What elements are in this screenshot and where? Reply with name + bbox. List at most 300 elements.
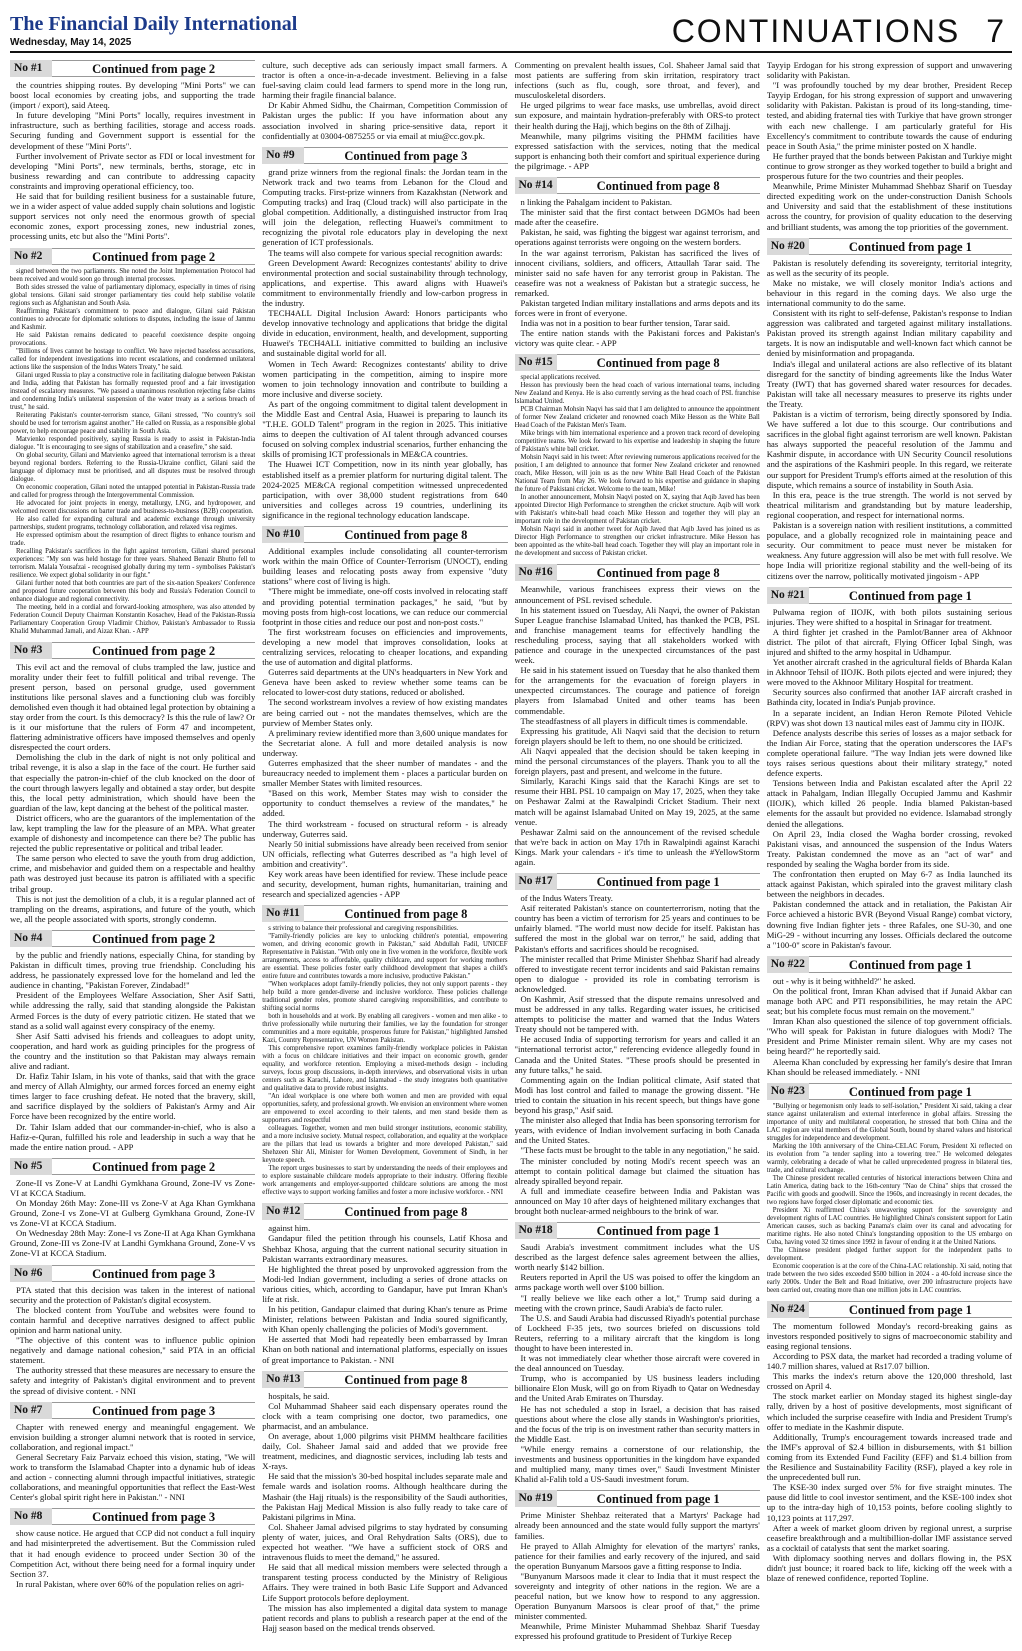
article-paragraph: "Bunyanum Marsoos made it clear to India that it must respect the sovereignty and integrity of other nations in the region. We are a peaceful nation, but we know how to respond to any aggression. Operation Bunyanum Marsoos is clear proof of that," the prime minister commented. bbox=[514, 1570, 760, 1622]
article-continued-label: Continued from page 2 bbox=[52, 248, 255, 265]
article-paragraph: District officers, who are the guarantors of the implementation of the law, kept trampling the law for the pleasure of an MPA. What greater example of dishonesty and incompetence can there be? The public has rejected the public representative or political and tribal leader. bbox=[10, 812, 256, 854]
article-paragraph: Imran Khan also questioned the silence of top government officials. "Who will speak for Pakistan in future dialogues with Modi? The President and Prime Minister remain silent. Why are my cases not being heard?" he reportedly said. bbox=[766, 1016, 1012, 1057]
article-paragraph: Consistent with its right to self-defense, Pakistan's response to Indian aggression was calibrated and targeted against military installations. Pakistan proved its strength against Indian military capability and targets. It is now an indisputable and well-known fact which cannot be denied by misinformation and propaganda. bbox=[766, 308, 1012, 359]
article-continued-label: Continued from page 2 bbox=[52, 60, 255, 77]
article-paragraph: "When workplaces adopt family-friendly policies, they not only support parents - they help build a more gender-diverse and inclusive workforce. These policies challenge traditional gender roles, promote shared caregiving responsibilities, and contribute to shifting social norms bbox=[262, 981, 508, 1013]
article-paragraph: The report urges businesses to start by understanding the needs of their employees and to explore sustainable childcare models appropriate to their industry. Offering flexible work arrangements and employer-supported childcare solutions are among the most effective ways to support working families and foster a more inclusive workforce. - NNI bbox=[262, 1165, 508, 1197]
article-paragraph: He said that for building resilient business for a sustainable future, we in a wider aspect of value added supply chain solutions and logistic support services not only need the enormous growth of special economic zones, export processing zones, new industrial zones, processing units, etc but also the "Mini Ports". bbox=[10, 191, 256, 242]
article bbox=[10, 642, 255, 924]
article-paragraph: President Xi reaffirmed China's unwavering support for the sovereignty and development rights of LAC countries. He highlighted China's consistent support for Latin American causes, such as backing Panama's claim over its canal and advocating for maritime rights. He also noted China's longstanding opposition to the US embargo on Cuba, having voted 32 times since 1992 in favour of ending it at the United Nations. bbox=[766, 1206, 1012, 1246]
article bbox=[515, 1490, 760, 1641]
article-paragraph: "An ideal workplace is one where both women and men are provided with equal opportunities, safety, and professional growth. We envision an environment where women are empowered to excel according to their talents, and men stand beside them as supporters and respectful bbox=[262, 1093, 508, 1125]
article-body bbox=[10, 268, 255, 636]
article-paragraph: Pakistan is a victim of terrorism, being directly sponsored by India. We have suffered a lot due to this scourge. Our contributions and sacrifices in the global fight against terrorism are well known. Pakistan has always supported the peaceful resolution of the Jammu and Kashmir dispute, in accordance with UN Security Council resolutions and the aspirations of the Kashmiri people. In this regard, we reiterate our support for President Trump's efforts aimed at the resolution of this dispute, which remains a source of instability in South Asia. bbox=[766, 409, 1012, 490]
masthead-left bbox=[10, 13, 297, 48]
article-body bbox=[262, 60, 507, 141]
article-header bbox=[767, 1083, 1012, 1100]
article-paragraph: President of the Employees Welfare Association, Sher Asif Satti, while addressing the rally, said that standing alongside the Pakistan Armed Forces is the duty of every patriotic citizen. He stated that we stand as a solid wall against every conspiracy of the enemy. bbox=[10, 990, 256, 1031]
article-paragraph: He said that the mission's 30-bed hospital includes separate male and female wards and isolation rooms. Although healthcare during the Mashair (the Hajj rituals) is the responsibility of the Saudi authorities, the Pakistan Hajj Medical Mission is also fully ready to take care of Pakistani pilgrims in Mina. bbox=[262, 1471, 508, 1522]
article-paragraph: The KSE-30 index surged over 5% for five straight minutes. The pause did little to cool investor sentiment, and the KSE-100 index shot up to the intra-day high of 10,153 points, before cooling slightly to 10,123 points at 117,297. bbox=[766, 1482, 1012, 1523]
article-paragraph: On the political front, Imran Khan advised that if Junaid Akbar can manage both APC and PTI responsibilities, he may retain the APC seat; but his complete focus must remain on the movement." bbox=[766, 985, 1012, 1017]
article-paragraph: Reaffirming Pakistan's commitment to peace and dialogue, Gilani said Pakistan continues to advocate for diplomatic solutions to disputes, including the issue of Jammu and Kashmir. bbox=[10, 307, 256, 331]
article-paragraph: Meanwhile, Prime Minister Muhammad Shehbaz Sharif Tuesday expressed his profound gratitude to President of Turkiye Recep bbox=[514, 1621, 760, 1642]
article-paragraph: Reuters reported in April the US was poised to offer the kingdom an arms package worth well over $100 billion. bbox=[514, 1272, 760, 1293]
article-paragraph: India was not in a position to bear further tension, Tarar said. bbox=[520, 318, 730, 329]
article-paragraph: "I was profoundly touched by my dear brother, President Recep Tayyip Erdogan, for his strong expression of support and unwavering solidarity with Pakistan. Pakistan is proud of its long-standing, time-tested, and abiding fraternal ties with Turkiye that have grown stronger with each new challenge. I am particularly grateful for His Excellency's commitment to contribute towards the cause of enduring peace in South Asia," the prime minister posted on X handle. bbox=[766, 80, 1012, 151]
article-paragraph: A full and immediate ceasefire between India and Pakistan was announced on May 10 after days of heightened military exchanges that brought both nuclear-armed neighbours to the brink of war. bbox=[514, 1185, 760, 1216]
article-paragraph: Both sides stressed the value of parliamentary diplomacy, especially in times of rising global tensions. Gilani said stronger parliamentary ties could help stabilise volatile regions such as Afghanistan and South Asia. bbox=[10, 283, 256, 307]
column-3 bbox=[515, 60, 760, 1645]
article-number: No #15 bbox=[515, 354, 557, 371]
article-paragraph: Tensions between India and Pakistan escalated after the April 22 attack in Pahalgam, Indian Illegally Occupied Jammu and Kashmir (IIOJK), which killed 26 people. India blamed Pakistan-based elements for the assault but provided no evidence. Islamabad strongly denied the allegations. bbox=[766, 778, 1012, 829]
article-paragraph: In another announcement, Mohsin Naqvi posted on X, saying that Aqib Javed has been appointed Director High Performance to strengthen the cricket structure. Aqib will work with Pakistan's white-ball head coach Mike Hesson and together they will play an important role in the development of Pakistan cricket. bbox=[514, 494, 760, 526]
article-paragraph: On global security, Gilani and Matvienko agreed that international terrorism is a threat beyond regional borders. Referring to the Russia-Ukraine conflict, Gilani said the language of diplomacy must be prioritised, and all disputes must be resolved through dialogue. bbox=[10, 451, 256, 483]
article-paragraph: Hesson has previously been the head coach of various international teams, including New Zealand and Kenya. He is also currently serving as the head coach of PSL franchise Islamabad United. bbox=[514, 382, 760, 406]
article-continued-label: Continued from page 8 bbox=[557, 177, 760, 194]
article-number: No #16 bbox=[515, 564, 557, 581]
article-paragraph: Col Muhammad Shaheer said each dispensary operates round the clock with a team comprising one doctor, two paramedics, one pharmacist, and an ambulance. bbox=[262, 1400, 508, 1431]
article-continued-label: Continued from page 1 bbox=[809, 956, 1012, 973]
article bbox=[767, 1301, 1012, 1583]
article-paragraph: He said Pakistan remains dedicated to peaceful coexistence despite ongoing provocations. bbox=[10, 331, 256, 347]
article-continued-label: Continued from page 3 bbox=[304, 147, 507, 164]
article-header bbox=[515, 564, 760, 581]
article-paragraph: The Huawei ICT Competition, now in its ninth year globally, has established itself as a premier platform for nurturing digital talent. The 2024-2025 ME&CA regional competition witnessed unprecedented participation, with over 38,000 student registrations from 640 universities and colleges across 19 countries, underlining its significance in the regional technology education landscape. bbox=[262, 459, 508, 520]
article-paragraph: The minister also alleged that India has been sponsoring terrorism for years, with evidence of Indian involvement surfacing in both Canada and the United States. bbox=[514, 1115, 760, 1146]
article-continued-label: Continued from page 3 bbox=[52, 1402, 255, 1419]
article-header bbox=[515, 177, 760, 194]
article-header bbox=[262, 526, 507, 543]
article-continued-label: Continued from page 1 bbox=[809, 587, 1012, 604]
article-paragraph: The blocked content from YouTube and websites were found to contain harmful and deceptive narratives designed to affect public opinion and harm national unity. bbox=[10, 1304, 256, 1335]
article-paragraph: After a week of market gloom driven by regional unrest, a surprise ceasefire breakthrough and a multibillion-dollar IMF assistance served as a cocktail of catalysts that sent the market soaring. bbox=[766, 1522, 1012, 1553]
article-body bbox=[10, 950, 255, 1152]
article-number: No #17 bbox=[515, 873, 557, 890]
article-continued-label: Continued from page 2 bbox=[52, 1158, 255, 1175]
article-paragraph: Pakistan condemned the attack and in retaliation, the Pakistan Air Force achieved a historic BVR (Beyond Visual Range) combat victory, downing five Indian fighter jets - three Rafales, one SU-30, and one MiG-29 - without incurring any losses. Officials declared the outcome a "100-0" score in Pakistan's favour. bbox=[766, 899, 1012, 950]
article-header bbox=[262, 1371, 507, 1388]
article-header bbox=[515, 1222, 760, 1239]
article-paragraph: Meanwhile, many pilgrims visiting the PHMM facilities have expressed satisfaction with the services, noting that the medical support is enhancing both their comfort and spiritual experience during the pilgrimage. - APP bbox=[514, 130, 760, 171]
article-paragraph: He asserted that Modi had repeatedly been embarrassed by Imran Khan on both national and international platforms, especially on issues of great importance to Pakistan. - NNI bbox=[262, 1334, 508, 1365]
article-paragraph: India's illegal and unilateral actions are also reflective of its blatant disregard for the sanctity of binding agreements like the Indus Water Treaty (IWT) that has governed shared water resources for decades. Pakistan will take all necessary measures to preserve its rights under the Treaty. bbox=[766, 358, 1012, 409]
article-paragraph: Dr Kabir Ahmed Sidhu, the Chairman, Competition Commission of Pakistan urges the public: If you have information about any association involved in sharing price-sensitive data, report it confidentially at 03004-0875255 or via email at miu@cc.gov.pk. bbox=[262, 100, 508, 141]
article bbox=[515, 60, 760, 171]
article-paragraph: Mohsin Naqvi said in his tweet: After reviewing numerous applications received for the position, I am delighted to announce that former New Zealand cricketer and renowned coach, Mike Hesson, will join us as the new White Ball Head Coach of the Pakistan National Team from May 26. We look forward to his expertise and guidance in shaping the future of Pakistani cricket. Welcome to the team, Mike! bbox=[514, 454, 760, 494]
article-paragraph: Women in Tech Award: Recognizes contestants' ability to drive women participating in the competition, aiming to inspire more women to join technology innovation and contribute to building a more inclusive and diverse society. bbox=[262, 358, 508, 399]
article-paragraph: The second workstream involves a review of how existing mandates are being carried out - not the mandates themselves, which are the purview of Member States only. bbox=[262, 697, 508, 728]
article-paragraph: Meanwhile, various franchisees express their views on the announcement of PSL revised schedule. bbox=[514, 584, 760, 605]
article-paragraph: On Wednesday 28th May: Zone-I vs Zone-II at Aga Khan Gymkhana Ground, Zone-III vs Zone-IV at Landhi Gymkhana Ground, Zone-V vs Zone-VI at KCCA Stadium. bbox=[10, 1228, 256, 1259]
article bbox=[10, 248, 255, 636]
article-paragraph: by the public and friendly nations, especially China, for standing by Pakistan in difficult times, proving true friendship. Concluding his address, he passionately expressed love for the homeland and led the audience in chanting, "Pakistan Forever, Zindabad!" bbox=[10, 949, 256, 991]
article-paragraph: Col. Shaheer Jamal advised pilgrims to stay hydrated by consuming plenty of water, juices, and Oral Rehydration Salts (ORS), due to expected hot weather. "We have a sufficient stock of ORS and intravenous fluids to meet the demand," he assured. bbox=[262, 1521, 508, 1563]
article-paragraph: Economic cooperation is at the core of the China-LAC relationship. Xi said, noting that trade between the two sides exceeded $500 billion in 2024 - a 40-fold increase since the early 2000s. Under the Belt and Road Initiative, over 200 infrastructure projects have been carried out, creating more than one million jobs in LAC countries. bbox=[766, 1262, 1012, 1294]
article-continued-label: Continued from page 3 bbox=[52, 1508, 255, 1525]
article-header bbox=[767, 587, 1012, 604]
article-paragraph: The mission has also implemented a digital data system to manage patient records and plans to publish a research paper at the end of the Hajj season based on the medical trends observed. bbox=[262, 1602, 508, 1633]
article-paragraph: Meanwhile, Prime Minister Muhammad Shehbaz Sharif on Tuesday directed expediting work on the under-construction Danish Schools and University and said that the establishment of these institutions across the country, for provision of quality education to the deserving and brilliant students, was among the top priorities of the government. bbox=[766, 181, 1012, 232]
article bbox=[767, 60, 1012, 232]
article-paragraph: Ali Naqvi appealed that the decision should be taken keeping in mind the personal circumstances of the players. Thank you to all the foreign players, past and present, and welcome in the future. bbox=[514, 745, 760, 777]
article-paragraph: "Family-friendly policies are key to unlocking children's potential, empowering women, and driving economic growth in Pakistan," said Abdullah Fadil, UNICEF Representative in Pakistan. "With only one in five women in the workforce, flexible work arrangements, access to affordable, quality childcare, and support for working mothers are essential. These policies foster early childhood development that shapes a child's entire future and contributes towards a more inclusive, productive Pakistan." bbox=[262, 933, 508, 981]
article-paragraph: signed between the two parliaments. She noted the Joint Implementation Protocol had been received and would soon go through internal processes. bbox=[10, 267, 256, 283]
article-number: No #3 bbox=[10, 642, 52, 659]
article-paragraph: "The objective of this content was to influence public opinion negatively and damage national cohesion," said PTA in an official statement. bbox=[10, 1335, 256, 1366]
article-paragraph: The authority stressed that these measures are necessary to ensure the safety and integrity of Pakistan's digital environment and to prevent the spread of divisive content. - NNI bbox=[10, 1365, 256, 1396]
article-number: No #8 bbox=[10, 1508, 52, 1525]
article bbox=[262, 1203, 507, 1364]
article-paragraph: show cause notice. He argued that CCP did not conduct a full inquiry and had misinterpreted the advertisement. But the Commission ruled that it had enough evidence to proceed under Section 30 of the Competition Act, without there being need for a formal inquiry under Section 37. bbox=[10, 1528, 256, 1579]
article-continued-label: Continued from page 1 bbox=[809, 1301, 1012, 1318]
article-paragraph: This comprehensive report examines family-friendly workplace policies in Pakistan with a focus on childcare initiatives and their impact on economic growth, gender equality, and workforce retention. Employing a mixed-methods design - including surveys, focus group discussions, in-depth interviews, and observational visits in urban centers such as Karachi, Lahore, and Islamabad - the study integrates both quantitative and qualitative data to provide robust insights. bbox=[262, 1045, 508, 1093]
article-header bbox=[10, 1265, 255, 1282]
article bbox=[262, 526, 507, 899]
article-body bbox=[515, 374, 760, 558]
article-continued-label: Continued from page 8 bbox=[304, 526, 507, 543]
article-paragraph: He has not scheduled a stop in Israel, a decision that has raised questions about where the close ally stands in Washington's priorities, and the focus of the trip is on investment rather than security matters in the Middle East. bbox=[514, 1403, 760, 1444]
article-header bbox=[10, 1508, 255, 1525]
article-number: No #23 bbox=[767, 1083, 809, 1100]
article-paragraph: Tayyip Erdogan for his strong expression of support and unwavering solidarity with Pakistan. bbox=[766, 60, 1012, 81]
article-paragraph: Mohsin Naqvi said in another tweet for Aqib Javed that Aqib Javed has joined us as Director High Performance to strengthen our cricket infrastructure. Mike Hesson has been appointed as the white-ball head coach. Together they will play an important role in the development and success of Pakistan cricket. bbox=[514, 526, 760, 558]
article-body bbox=[515, 893, 760, 1216]
article-paragraph: Marking the 10th anniversary of the China-CELAC Forum, President Xi reflected on its evolution from "a tender sapling into a towering tree." He welcomed delegates warmly, celebrating a decade of what he called unprecedented progress in bilateral ties, trade, and cultural exchange. bbox=[766, 1142, 1012, 1174]
article-paragraph: In his statement issued on Tuesday, Ali Naqvi, the owner of Pakistan Super League franchise Islamabad United, has thanked the PCB, PSL and franchise management teams for effectively handling the rescheduling process, saying that all stakeholders worked with patience and courage in the unexpected circumstances of the past week. bbox=[514, 604, 760, 666]
article-paragraph: Chapter with renewed energy and meaningful engagement. We envision building a stronger alumni network that is rooted in service, collaboration, and regional impact." bbox=[10, 1421, 256, 1452]
article-paragraph: TECH4ALL Digital Inclusion Award: Honors participants who develop innovative technology and applications that bridge the digital divide in education, environment, health, and development, supporting Huawei's TECH4ALL initiative committed to building an inclusive and sustainable digital world for all. bbox=[262, 308, 508, 359]
article-number: No #18 bbox=[515, 1222, 557, 1239]
article-paragraph: "Billions of lives cannot be hostage to conflict. We have rejected baseless accusations, called for independent investigations into recent escalations, and condemned unilateral actions like the suspension of the Indus Waters Treaty," he said. bbox=[10, 347, 256, 371]
article-paragraph: In this era, peace is the true strength. The world is not served by theatrical militarism and grandstanding but by mature leadership, regional cooperation, and respect for international norms. bbox=[766, 489, 1012, 520]
article-continued-label: Continued from page 2 bbox=[52, 930, 255, 947]
article-header bbox=[10, 1402, 255, 1419]
article-paragraph: On Kashmir, Asif stressed that the dispute remains unresolved and must be addressed in any talks. Regarding water issues, he criticised attempts to politicise the matter and warned that the Indus Waters Treaty should not be tampered with. bbox=[514, 994, 760, 1035]
article-paragraph: A third fighter jet crashed in the Pamlot/Banner area of Akhnoor district. The pilot of that aircraft, Flying Officer Iqbal Singh, was injured and shifted to the army hospital in Udhampur. bbox=[766, 626, 1012, 657]
article-paragraph: In his petition, Gandapur claimed that during Khan's tenure as Prime Minister, relations between Pakistan and India soured significantly, with Khan openly challenging the policies of Modi's government. bbox=[262, 1304, 508, 1335]
article-header bbox=[10, 930, 255, 947]
article-paragraph: Mike brings with him international experience and a proven track record of developing competitive teams. We look forward to his expertise and leadership in shaping the future of Pakistan's white ball cricket. bbox=[514, 430, 760, 454]
article-paragraph: The teams will also compete for various special recognition awards: bbox=[268, 247, 503, 258]
article bbox=[515, 873, 760, 1216]
article-continued-label: Continued from page 8 bbox=[557, 564, 760, 581]
article-paragraph: Dr. Hafiz Tahir Islam, in his vote of thanks, said that with the grace and mercy of Allah Almighty, our armed forces forced an enemy eight times larger to face crushing defeat. He noted that the bravery, skill, and sacrifice displayed by the soldiers of Pakistan's Army and Air Force have been recognized by the entire world. bbox=[10, 1071, 256, 1122]
article-paragraph: Asif reiterated Pakistan's stance on counterterrorism, noting that the country has been a victim of terrorism for 25 years and continues to be unfairly blamed. "The world must now decide for itself. Pakistan has suffered the most in the global war on terror," he said, adding that Pakistan's efforts and sacrifices should be recognised. bbox=[514, 903, 760, 954]
article-header bbox=[515, 1490, 760, 1507]
article bbox=[10, 930, 255, 1152]
article-paragraph: "These facts must be brought to the table in any negotiation," he said. bbox=[520, 1145, 760, 1156]
article-paragraph: He accused India of supporting terrorism for years and called it an "international terrorist actor," referencing evidence allegedly found in Canada and the United States. "These proofs should be presented in any future talks," he said. bbox=[514, 1034, 760, 1075]
article-paragraph: Yet another aircraft crashed in the agricultural fields of Bharda Kalan in Akhnoor Tehsil of IIOJK. Both pilots ejected and were injured; they were moved to the Akhnoor Military Hospital for treatment. bbox=[766, 657, 1012, 688]
article-paragraph: According to PSX data, the market had recorded a trading volume of 140.7 million shares, valued at Rs17.07 billion. bbox=[766, 1351, 1012, 1372]
article-paragraph: Additionally, Trump's encouragement towards increased trade and the IMF's approval of $2.4 billion in disbursements, with $1 billion coming from its Extended Fund Facility (EFF) and $1.4 billion from the Resilience and Sustainability Facility (RSF), played a key role in the unprecedented bull run. bbox=[766, 1431, 1012, 1483]
article-paragraph: The third workstream - focused on structural reform - is already underway, Guterres said. bbox=[262, 818, 508, 839]
article-paragraph: Recalling Pakistan's sacrifices in the fight against terrorism, Gilani shared personal experiences: "My son was held hostage for three years. Shaheed Benazir Bhutto fell to terrorism. Malala Yousafzai - recognised globally during my term - symbolises Pakistan's resilience. We expect global solidarity in our fight." bbox=[10, 547, 256, 579]
page-number: 7 bbox=[986, 13, 1004, 49]
article-paragraph: "While energy remains a cornerstone of our relationship, the investments and business opportunities in the kingdom have expanded and multiplied many, many times over," Saudi Investment Minister Khalid al-Falih told a US-Saudi investment forum. bbox=[514, 1443, 760, 1485]
article-number: No #7 bbox=[10, 1402, 52, 1419]
article-number: No #9 bbox=[262, 147, 304, 164]
article-paragraph: Additional examples include consolidating all counter-terrorism work within the main Office of Counter-Terrorism (UNOCT), ending building leases and relocating posts away from expensive "duty stations" where cost of living is high. bbox=[262, 546, 508, 587]
article-paragraph: The minister concluded by noting Modi's recent speech was an attempt to contain political damage but claimed the situation has already spiralled beyond repair. bbox=[514, 1155, 760, 1186]
article-continued-label: Continued from page 1 bbox=[809, 1083, 1012, 1100]
article-continued-label: Continued from page 1 bbox=[809, 238, 1012, 255]
article-paragraph: Gandapur filed the petition through his counsels, Latif Khosa and Shehbaz Khosa, arguing that the current national security situation in Pakistan warrants extraordinary measures. bbox=[262, 1233, 508, 1264]
article-paragraph: Defence analysts describe this series of losses as a major setback for the Indian Air Force, stating that the operation underscores the IAF's complete operational failure. "The way Indian jets were downed like toys raises serious questions about their military strategy," noted defence experts. bbox=[766, 727, 1012, 779]
article-paragraph: He said that all medical mission members were selected through a transparent testing process conducted by the Ministry of Religious Affairs. They were trained in both Basic Life Support and Advanced Life Support protocols before deployment. bbox=[262, 1562, 508, 1603]
article-paragraph: The entire nation stands with the Pakistani forces and Pakistan's victory was quite clear. - APP bbox=[514, 328, 760, 349]
article-paragraph: against him. bbox=[268, 1223, 311, 1234]
article-paragraph: grand prize winners from the regional finals: the Jordan team in the Network track and two teams from Lebanon for the Cloud and Computing tracks. First-prize winners from Kazakhstan (Network and Computing tracks) and Iraq (Cloud track) will also participate in the global competition. Additionally, a distinguished instructor from Iraq will join the delegation, reflecting Huawei's commitment to recognizing the pivotal role educators play in developing the next generation of ICT professionals. bbox=[262, 166, 508, 248]
article-number: No #11 bbox=[262, 905, 304, 922]
article-body bbox=[262, 167, 507, 520]
article-paragraph: As part of the ongoing commitment to digital talent development in the Middle East and Central Asia, Huawei is preparing to launch its "T.H.E. GOLD Talent" program in the region in 2025. This initiative aims to deepen the cultivation of AI talent through advanced courses focused on solving complex industrial scenarios, further enhancing the skills of promising ICT professionals in ME&CA countries. bbox=[262, 398, 508, 460]
article-number: No #20 bbox=[767, 238, 809, 255]
issue-date: Wednesday, May 14, 2025 bbox=[10, 37, 132, 48]
article-paragraph: Guterres said departments at the UN's headquarters in New York and Geneva have been asked to review whether some teams can be relocated to lower-cost duty stations, reduced or abolished. bbox=[262, 667, 508, 698]
article-header bbox=[10, 1158, 255, 1175]
article-paragraph: The meeting, held in a cordial and forward-looking atmosphere, was also attended by Federation Council Deputy Chairman Konstantin Kosachev, Head of the Pakistan-Russia Parliamentary Cooperation Group Vladimir Chizhov, Pakistan's Ambassador to Russia Khalid Muhammad Jamali, and Aizaz Khan. - APP bbox=[10, 603, 256, 635]
article bbox=[262, 60, 507, 141]
article-paragraph: culture, such deceptive ads can seriously impact small farmers. A tractor is often a once-in-a-decade investment. Believing in a false fuel-saving claim could lead farmers to spend more in the long run, harming their fragile financial balance. bbox=[262, 60, 508, 101]
article-body bbox=[767, 1321, 1012, 1583]
article-paragraph: Pulwama region of IIOJK, with both pilots sustaining serious injuries. They were shifted to a hospital in Srinagar for treatment. bbox=[766, 606, 1012, 627]
masthead-right bbox=[672, 14, 1012, 48]
column-2 bbox=[262, 60, 507, 1645]
article-body bbox=[515, 1510, 760, 1641]
article-paragraph: Aleema Khan concluded by expressing her family's desire that Imran Khan should be released immediately. - NNI bbox=[766, 1056, 1012, 1077]
article-paragraph: Similarly, Karachi Kings said that the Karachi Kings are set to resume their HBL PSL 10 campaign on May 17, 2025, when they take on Peshawar Zalmi at the Rawalpindi Cricket Stadium. Their next match will be against Islamabad United on May 19, 2025, at the same venue. bbox=[514, 776, 760, 827]
article bbox=[767, 587, 1012, 950]
article-paragraph: The steadfastness of all players in difficult times is commendable. bbox=[520, 715, 748, 726]
article-number: No #12 bbox=[262, 1203, 304, 1220]
article-header bbox=[262, 1203, 507, 1220]
article-paragraph: the countries shipping routes. By developing "Mini Ports" we can boost local economies by creating jobs, and supporting the trade (import / export), said Ateeq. bbox=[10, 80, 256, 111]
article-paragraph: In future developing "Mini Ports" locally, requires investment in infrastructure, such as berthing facilities, storage and access roads. Securing funding and Government support is essential for the development of these "Mini Ports". bbox=[10, 110, 256, 151]
article-header bbox=[10, 60, 255, 77]
article-paragraph: He further prayed that the bonds between Pakistan and Turkiye might continue to grow stronger as they worked together to build a bright and prosperous future for the two countries and their peoples. bbox=[766, 150, 1012, 182]
article-paragraph: The momentum followed Monday's record-breaking gains as investors responded positively to signs of macroeconomic stability and easing regional tensions. bbox=[766, 1320, 1012, 1351]
article bbox=[515, 1222, 760, 1484]
article-paragraph: The confrontation then erupted on May 6-7 as India launched its attack against Pakistan, which spiraled into the gravest military clash between the neighbors in decades. bbox=[766, 869, 1012, 900]
article-number: No #24 bbox=[767, 1301, 809, 1318]
article bbox=[262, 905, 507, 1197]
article-paragraph: The stock market earlier on Monday staged its highest single-day rally, driven by a host of positive developments, most significant of which included the surprise ceasefire with India and President Trump's offer to mediate in the Kashmir dispute. bbox=[766, 1391, 1012, 1432]
article-body bbox=[767, 607, 1012, 950]
article-paragraph: General Secretary Faiz Parvaiz echoed this vision, stating, "We will work to transform the Islamabad Chapter into a dynamic hub of ideas and action - connecting alumni through impactful initiatives, strategic collaborations, and meaningful opportunities that reflect the East-West Center's global spirit right here in Pakistan." - NNI bbox=[10, 1451, 256, 1503]
article-number: No #21 bbox=[767, 587, 809, 604]
article-number: No #19 bbox=[515, 1490, 557, 1507]
article-paragraph: PTA stated that this decision was taken in the interest of national security and the protection of Pakistan's digital ecosystem. bbox=[10, 1284, 256, 1305]
article-header bbox=[262, 147, 507, 164]
article-paragraph: "Based on this work, Member States may wish to consider the opportunity to conduct themselves a review of the mandates," he added. bbox=[262, 788, 508, 819]
article-body bbox=[10, 1422, 255, 1503]
article-continued-label: Continued from page 1 bbox=[557, 1490, 760, 1507]
article-paragraph: He advocated for joint projects in energy, metallurgy, LNG, and hydropower, and welcomed recent discussions on barter trade and business-to-business (B2B) cooperation. bbox=[10, 499, 256, 515]
article-paragraph: A preliminary review identified more than 3,600 unique mandates for the Secretariat alone. A full and more detailed analysis is now underway. bbox=[262, 727, 508, 758]
article-header bbox=[515, 873, 760, 890]
article-paragraph: Zone-II vs Zone-V at Landhi Gymkhana Ground, Zone-IV vs Zone-VI at KCCA Stadium. bbox=[10, 1177, 256, 1198]
article-body bbox=[767, 1103, 1012, 1295]
article-header bbox=[515, 354, 760, 371]
article bbox=[515, 564, 760, 867]
article-body bbox=[767, 60, 1012, 232]
article-body bbox=[262, 1223, 507, 1364]
article-paragraph: Matvienko responded positively, saying Russia is ready to assist in Pakistan-India dialogue. "It is encouraging to see signs of stabilization and a ceasefire," she said. bbox=[10, 435, 256, 451]
article-paragraph: This evil act and the removal of clubs trampled the law, justice and morality under their feet to fulfill political and tribal revenge. The present person, based on personal grudge, used government institutions like personal slaves and a functioning club was forcibly demolished even though it had obtained legal protection by obtaining a stay order from the court. Is this democracy? Is this the rule of law? Or is it our misfortune that the rulers of Form 47 and incompetent, flattering administrative officers have imposed themselves and openly disrespected the court orders. bbox=[10, 661, 256, 753]
article-number: No #10 bbox=[262, 526, 304, 543]
article-body bbox=[515, 1242, 760, 1484]
article-number: No #13 bbox=[262, 1371, 304, 1388]
article-body bbox=[10, 1528, 255, 1589]
article-body bbox=[767, 976, 1012, 1077]
article-paragraph: Saudi Arabia's investment commitment includes what the US described as the largest defence sales agreement between the allies, worth nearly $142 billion. bbox=[514, 1242, 760, 1273]
article-paragraph: The minister said that the first contact between DGMOs had been made after the ceasefire. bbox=[514, 207, 760, 228]
article bbox=[10, 1508, 255, 1589]
article-body bbox=[10, 1285, 255, 1396]
article-paragraph: Pakistan targeted Indian military installations and arms depots and its forces were in front of everyone. bbox=[514, 297, 760, 319]
article-paragraph: Pakistan is a sovereign nation with resilient institutions, a committed populace, and a globally recognized role in maintaining peace and security. Our commitment to peace must never be mistaken for weakness. Any future aggression will also be met with full resolve. We hope India will prioritize regional stability and the well-being of its citizens over the narrow, politically motivated jingoism - APP bbox=[766, 520, 1012, 581]
article-continued-label: Continued from page 1 bbox=[557, 873, 760, 890]
article bbox=[262, 147, 507, 520]
article-paragraph: This marks the index's return above the 120,000 threshold, last crossed on April 4. bbox=[766, 1371, 1012, 1392]
article-header bbox=[262, 905, 507, 922]
article bbox=[767, 1083, 1012, 1295]
article-body bbox=[262, 925, 507, 1197]
article bbox=[767, 238, 1012, 581]
article-paragraph: Trump, who is accompanied by US business leaders including billionaire Elon Musk, will go on from Riyadh to Qatar on Wednesday and the United Arab Emirates on Thursday. bbox=[514, 1373, 760, 1404]
article-continued-label: Continued from page 8 bbox=[304, 1203, 507, 1220]
article-paragraph: The first workstream focuses on efficiencies and improvements, developing a new model that improves consolidation, looks at centralizing services, relocating to cheaper locations, and expanding the use of automation and digital platforms. bbox=[262, 626, 508, 668]
article-number: No #5 bbox=[10, 1158, 52, 1175]
article-paragraph: Sher Asif Satti advised his friends and colleagues to adopt unity, cooperation, and hard work as guiding principles for the progress of the country and the institution so that Pakistan may always remain alive and radiant. bbox=[10, 1030, 256, 1071]
article-paragraph: He expressed optimism about the resumption of direct flights to enhance tourism and trade. bbox=[10, 531, 256, 547]
article-paragraph: Pakistan is resolutely defending its sovereignty, territorial integrity, as well as the security of its people. bbox=[766, 257, 1012, 278]
article-paragraph: Guterres emphasized that the sheer number of mandates - and the bureaucracy needed to implement them - places a particular burden on smaller Member States with limited resources. bbox=[262, 758, 508, 789]
article-paragraph: Peshawar Zalmi said on the announcement of the revised schedule that we're back in action on May 17th in Rawalpindi against Karachi Kings. Mark your calendars - it's time to unleash the #YellowStorm again. bbox=[514, 826, 760, 867]
column-1 bbox=[10, 60, 255, 1645]
article-body bbox=[515, 197, 760, 348]
article-body bbox=[262, 546, 507, 899]
article-paragraph: Gilani further noted that both countries are part of the six-nation Speakers' Conference and proposed future cooperation between this body and Russia's Federation Council to enhance dialogue and regional connectivity. bbox=[10, 579, 256, 603]
article-paragraph: s striving to balance their professional and caregiving responsibilities. bbox=[268, 925, 459, 933]
article-paragraph: Gilani urged Russia to play a constructive role in facilitating dialogue between Pakistan and India, adding that Pakistan has formally requested proof and a fair investigation instead of escalatory measures. "We passed a unanimous resolution rejecting false claims and condemning India's unilateral suspension of the water treaty as a serious breach of trust," he said. bbox=[10, 371, 256, 411]
article-paragraph: hospitals, he said. bbox=[268, 1390, 330, 1401]
article-paragraph: Prime Minister Shehbaz reiterated that a Martyrs' Package had already been announced and the state would fully support the martyrs' families. bbox=[514, 1510, 760, 1541]
article-continued-label: Continued from page 8 bbox=[304, 1371, 507, 1388]
article-continued-label: Continued from page 8 bbox=[304, 905, 507, 922]
article-continued-label: Continued from page 3 bbox=[52, 1265, 255, 1282]
article-number: No #22 bbox=[767, 956, 809, 973]
article-header bbox=[10, 642, 255, 659]
article-body bbox=[10, 1178, 255, 1259]
article-paragraph: On economic cooperation, Gilani noted the untapped potential in Pakistan-Russia trade and called for progress through the Intergovernmental Commission. bbox=[10, 483, 256, 499]
article-paragraph: PCB Chairman Mohsin Naqvi has said that I am delighted to announce the appointment of former New Zealand cricketer and renowned coach Mike Hesson as the White Ball Head Coach of the Pakistan Men's Team. bbox=[514, 406, 760, 430]
article-number: No #2 bbox=[10, 248, 52, 265]
article-paragraph: This is not just the demolition of a club, it is a regular planned act of trampling on the dreams, aspirations, and future of the youth, which we, all the people associated with sports, strongly condemn. bbox=[10, 893, 256, 924]
article bbox=[515, 354, 760, 558]
article-header bbox=[767, 956, 1012, 973]
article-paragraph: The minister recalled that Prime Minister Shehbaz Sharif had already offered to investigate recent terror incidents and said Pakistan remains open to dialogue - provided its role in combating terrorism is acknowledged. bbox=[514, 953, 760, 994]
article-paragraph: Pakistan, he said, was fighting the biggest war against terrorism, and operations against terrorists were ongoing on the western borders. bbox=[514, 227, 760, 248]
article-paragraph: Green Development Award: Recognizes contestants' ability to drive environmental protection and social sustainability through technology, applications, and expertise. This award aligns with Huawei's commitment to environmentally friendly and low-carbon progress in the industry. bbox=[262, 257, 508, 308]
article-paragraph: both in households and at work. By enabling all caregivers - women and men alike - to thrive professionally while nurturing their families, we lay the foundation for stronger communities and a more equitable, prosperous future for Pakistan," highlighted Jamshed Kazi, Country Representative, UN Women Pakistan. bbox=[262, 1013, 508, 1045]
article-paragraph: He prayed to Allah Almighty for elevation of the martyrs' ranks, patience for their families and early recovery of the injured, and said the operation Bunyanum Marsoos gave a fitting response to India. bbox=[514, 1540, 760, 1571]
article-header bbox=[10, 248, 255, 265]
article-body bbox=[262, 1391, 507, 1633]
article bbox=[10, 1402, 255, 1503]
article-continued-label: Continued from page 2 bbox=[52, 642, 255, 659]
article-paragraph: In a separate incident, an Indian Heron Remote Piloted Vehicle (RPV) was shot down 13 nautical miles east of Jammu city in IIOJK. bbox=[766, 707, 1012, 728]
article bbox=[10, 60, 255, 242]
article-header bbox=[767, 1301, 1012, 1318]
article-number: No #1 bbox=[10, 60, 52, 77]
article bbox=[10, 1158, 255, 1259]
article-paragraph: Reiterating Pakistan's counter-terrorism stance, Gilani stressed, "No country's soil should be used for terrorism against another." He called on Russia, as a responsible global power, to help encourage peace and stability in South Asia. bbox=[10, 411, 256, 435]
article-paragraph: out - why is it being withheld?" he asked. bbox=[772, 975, 916, 986]
article-paragraph: Make no mistake, we will closely monitor India's actions and behaviour in this regard in the coming days. We also urge the international community to do the same. bbox=[766, 277, 1012, 308]
article-paragraph: The U.S. and Saudi Arabia had discussed Riyadh's potential purchase of Lockheed F-35 jets, two sources briefed on discussions told Reuters, referring to a military aircraft that the kingdom is long thought to have been interested in. bbox=[514, 1312, 760, 1353]
article-paragraph: In rural Pakistan, where over 60% of the population relies on agri- bbox=[16, 1578, 245, 1589]
article-paragraph: On average, about 1,000 pilgrims visit PHMM healthcare facilities daily, Col. Shaheer Jamal said and added that we provide free treatment, medicines, and diagnostic services, including lab tests and X-rays. bbox=[262, 1431, 508, 1472]
article-paragraph: The Chinese president pledged further support for the independent paths to development. bbox=[766, 1246, 1012, 1262]
article-number: No #4 bbox=[10, 930, 52, 947]
article-paragraph: With diplomacy soothing nerves and dollars flowing in, the PSX didn't just bounce; it roared back to life, kicking off the week with a blaze of renewed confidence, reported Topline. bbox=[766, 1552, 1012, 1584]
article bbox=[10, 1265, 255, 1396]
article bbox=[262, 1371, 507, 1633]
article-continued-label: Continued from page 8 bbox=[557, 354, 760, 371]
article-body bbox=[515, 584, 760, 867]
article-paragraph: He also called for expanding cultural and academic exchange through university partnerships, student programs, technology collaboration, and relaxed visa regimes. bbox=[10, 515, 256, 531]
columns-container bbox=[10, 60, 1012, 1645]
column-4 bbox=[767, 60, 1012, 1645]
article-header bbox=[767, 238, 1012, 255]
article-paragraph: He said in his statement issued on Tuesday that he also thanked them for the arrangements for the evacuation of foreign players in unexpected circumstances. The courage and patience of foreign players from Islamabad United and other teams has been commendable. bbox=[514, 665, 760, 716]
article-number: No #6 bbox=[10, 1265, 52, 1282]
article-paragraph: Demolishing the club in the dark of night is not only political and tribal revenge, it is also a slap in the face of the court. He further said that especially the patron-in-chief of the club knocked on the door of the court through lawyers legally and obtained a stay order, but despite this, the local petty administration, which should have been the guardian of the law, kept dancing at the behest of the political master. bbox=[10, 752, 256, 813]
article-paragraph: Commenting again on the Indian political climate, Asif stated that Modi has lost control and failed to manage the growing dissent. "He tried to contain the situation in his recent speech, but things have gone beyond his grasp," Asif said. bbox=[514, 1074, 760, 1116]
article bbox=[767, 956, 1012, 1077]
article-paragraph: Security sources also confirmed that another IAF aircraft crashed in Bathinda city, located in India's Punjab province. bbox=[766, 687, 1012, 708]
article-paragraph: The same person who elected to save the youth from drug addiction, crime, and misbehavior and guided them on a respectable and healthy path was destroyed just because its patron is affiliated with a specific tribal group. bbox=[10, 853, 256, 894]
article-continued-label: Continued from page 1 bbox=[557, 1222, 760, 1239]
article-paragraph: "There might be immediate, one-off costs involved in relocating staff and providing potential termination packages," he said, "but by moving posts from high-cost locations, we can reduce our commercial footprint in those cities and reduce our post and non-post costs." bbox=[262, 586, 508, 627]
article-paragraph: Commenting on prevalent health issues, Col. Shaheer Jamal said that most patients are suffering from skin irritation, respiratory tract infections (such as flu, cough, sore throat, and fever), and musculoskeletal disorders. bbox=[514, 60, 760, 101]
newspaper-name: The Financial Daily International bbox=[10, 13, 298, 35]
article-paragraph: He urged pilgrims to wear face masks, use umbrellas, avoid direct sun exposure, and maintain hydration-preferably with ORS-to protect their health during the Hajj, which begins on the 8th of Zilhajj. bbox=[514, 100, 760, 131]
article bbox=[515, 177, 760, 348]
article-paragraph: On Monday 26th May: Zone-III vs Zone-V at Aga Khan Gymkhana Ground, Zone-I vs Zone-VI at Gulberg Gymkhana Ground, Zone-IV vs Zone-VI at KCCA Stadium. bbox=[10, 1198, 256, 1229]
article-paragraph: Dr. Tahir Islam added that our commander-in-chief, who is also a Hafiz-e-Quran, fulfilled his role and leadership in such a way that he made the entire nation proud. - APP bbox=[10, 1121, 256, 1152]
article-paragraph: colleagues. Together, women and men build stronger institutions, economic stability, and a more inclusive society. Mutual respect, collaboration, and equality at the workplace are the pillars that lead us towards a brighter and more developed Pakistan," said Shehzeen Shir Ali, Minister for Women Development, Government of Sindh, in her keynote speech. bbox=[262, 1125, 508, 1165]
article-paragraph: In the war against terrorism, Pakistan has sacrificed the lives of innocent civilians, soldiers, and officers, Attaullah Tarar said. The minister said no safe haven for any terrorist group in Pakistan. The ceasefire was not a weakness of Pakistan but a strategic success, he remarked. bbox=[514, 247, 760, 298]
article-paragraph: "Bullying or hegemonism only leads to self-isolation," President Xi said, taking a clear stance against unilateralism and external interference in global affairs. Stressing the importance of unity and multilateral cooperation, he stressed that both China and the LAC region are vital members of the Global South, bound by shared values and historical struggles for independence and development. bbox=[766, 1102, 1012, 1142]
article-paragraph: He highlighted the threat posed by unprovoked aggression from the Modi-led Indian government, including a series of drone attacks on various cities, which, according to Gandapur, have put Imran Khan's life at risk. bbox=[262, 1263, 508, 1304]
article-paragraph: The Chinese president recalled centuries of historical interactions between China and Latin America, dating back to the 16th-century "Nao de China" ships that crossed the Pacific with goods and goodwill. Since the 1960s, and increasingly in recent decades, the two regions have forged closer diplomatic and economic ties. bbox=[766, 1174, 1012, 1206]
article-paragraph: of the Indus Waters Treaty. bbox=[520, 893, 613, 904]
article-paragraph: Nearly 50 initial submissions have already been received from senior UN officials, reflecting what Guterres described as "a high level of ambition and creativity". bbox=[262, 838, 508, 869]
article-body bbox=[515, 60, 760, 171]
article-paragraph: special applications received. bbox=[520, 374, 601, 382]
article-paragraph: Key work areas have been identified for review. These include peace and security, development, human rights, humanitarian, training and research and specialized agencies - APP bbox=[262, 869, 508, 900]
article-body bbox=[767, 258, 1012, 581]
article-paragraph: On April 23, India closed the Wagha border crossing, revoked Pakistani visas, and announced the suspension of the Indus Waters Treaty. Pakistan condemned the move as an "act of war" and responded by sealing the Wagha border from its side. bbox=[766, 828, 1012, 869]
article-paragraph: n linking the Pahalgam incident to Pakistan. bbox=[520, 197, 673, 208]
article-paragraph: Expressing his gratitude, Ali Naqvi said that the decision to return foreign players should be left to them, no one should be criticized. bbox=[514, 725, 760, 746]
article-body bbox=[10, 80, 255, 242]
masthead bbox=[10, 6, 1012, 53]
article-paragraph: "I really believe we like each other a lot," Trump said during a meeting with the crown prince, Saudi Arabia's de facto ruler. bbox=[514, 1292, 760, 1313]
